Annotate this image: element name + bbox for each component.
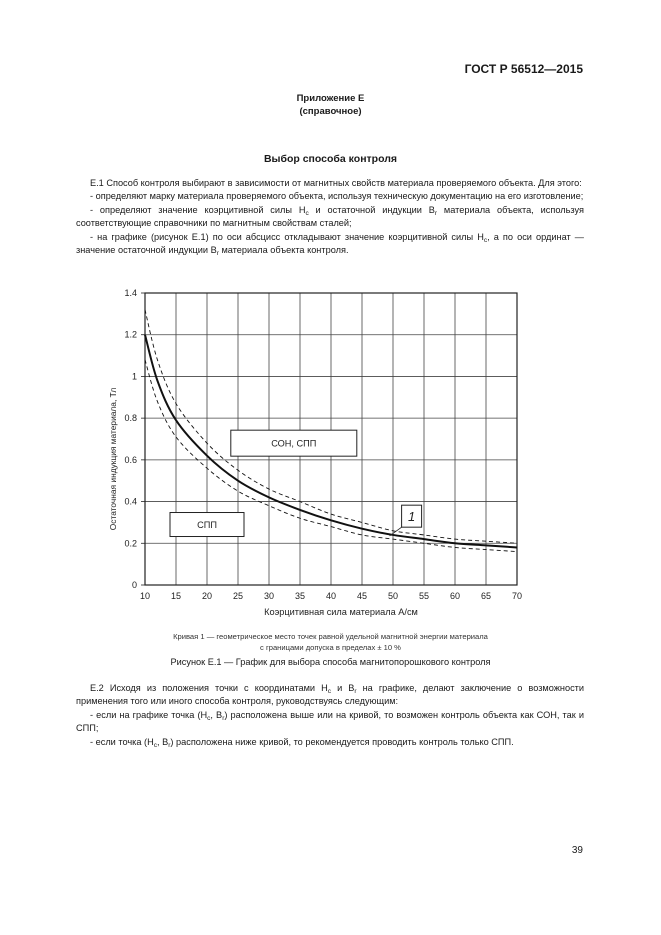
annotation-curve-1: 1 (407, 509, 416, 525)
x-tick-label: 20 (201, 591, 213, 601)
e1-item-3: - на графике (рисунок Е.1) по оси абсцисс откладывают значение коэрцитивной силы $H_c$, а по оси ординат — значение остаточной индукции $B_r$ материала объекта контроля. (76, 231, 584, 258)
chart-caption (0, 631, 661, 653)
e1-item-1: - определяют марку материала проверяемого объекта, используя техническую документацию на его изготовление; (90, 191, 584, 202)
y-tick-label: 1 (131, 371, 137, 382)
x-axis-label: Коэрцитивная сила материала А/см (264, 607, 418, 617)
e1-intro: Е.1 Способ контроля выбирают в зависимости от магнитных свойств материала проверяемого объекта. Для этого: (90, 178, 582, 188)
x-tick-label: 60 (449, 591, 461, 601)
annotation-son-spp: СОН, СПП (271, 438, 317, 449)
x-tick-label: 40 (325, 591, 337, 601)
chart-annotations (170, 430, 422, 536)
figure-caption: Рисунок Е.1 — График для выбора способа магнитопорошкового контроля (170, 657, 491, 667)
x-tick-label: 35 (294, 591, 306, 601)
chart-caption-line-1: Кривая 1 — геометрическое место точек равной удельной магнитной энергии материала (173, 632, 488, 641)
e2-intro: Е.2 Исходя из положения точки с координатами $H_c$ и $B_r$ на графике, делают заключение о возможности применения того или иного способа контроля, руководствуясь следующим: (76, 683, 584, 707)
y-tick-labels (124, 288, 137, 590)
x-tick-label: 45 (356, 591, 368, 601)
y-tick-label: 1.2 (124, 329, 137, 340)
section-title: Выбор способа контроля (263, 153, 398, 165)
e1-item-2: - определяют значение коэрцитивной силы $H_c$ и остаточной индукции $B_r$ материала объекта, используя соответствующие справочники по магнитным свойствам сталей; (76, 204, 584, 229)
x-tick-label: 50 (387, 591, 399, 601)
y-axis-label: Остаточная индукция материала, Тл (108, 387, 118, 531)
y-tick-label: 0.4 (124, 496, 137, 507)
y-tick-label: 0.8 (124, 413, 137, 424)
y-tick-label: 0.6 (124, 454, 137, 465)
chart (0, 280, 661, 630)
annex-title: Приложение Е (296, 93, 365, 104)
paragraph-e1 (76, 177, 584, 257)
y-tick-label: 0 (131, 580, 137, 590)
x-tick-labels (140, 591, 522, 601)
x-tick-label: 30 (263, 591, 275, 601)
x-tick-label: 15 (170, 591, 182, 601)
annotation-spp: СПП (197, 520, 217, 531)
y-tick-label: 0.2 (124, 538, 137, 549)
chart-caption-line-2: с границами допуска в пределах ± 10 % (260, 643, 401, 652)
page-number: 39 (571, 845, 583, 856)
y-tick-label: 1.4 (124, 288, 137, 298)
paragraph-e2 (76, 682, 584, 749)
x-tick-label: 70 (511, 591, 523, 601)
annex-subtitle: (справочное) (299, 106, 362, 117)
x-tick-label: 65 (480, 591, 492, 601)
e2-item-1: - если на графике точка ($H_c$, $B_r$) расположена выше или на кривой, то возможен контроль объекта как СОН, так и СПП; (76, 709, 584, 734)
x-tick-label: 10 (139, 591, 151, 601)
annex-heading (0, 92, 661, 118)
x-tick-label: 55 (418, 591, 430, 601)
x-tick-label: 25 (232, 591, 244, 601)
document-code: ГОСТ Р 56512—2015 (464, 62, 583, 76)
e2-item-2: - если точка ($H_c$, $B_r$) расположена ниже кривой, то рекомендуется проводить контроль только СПП. (90, 736, 514, 749)
